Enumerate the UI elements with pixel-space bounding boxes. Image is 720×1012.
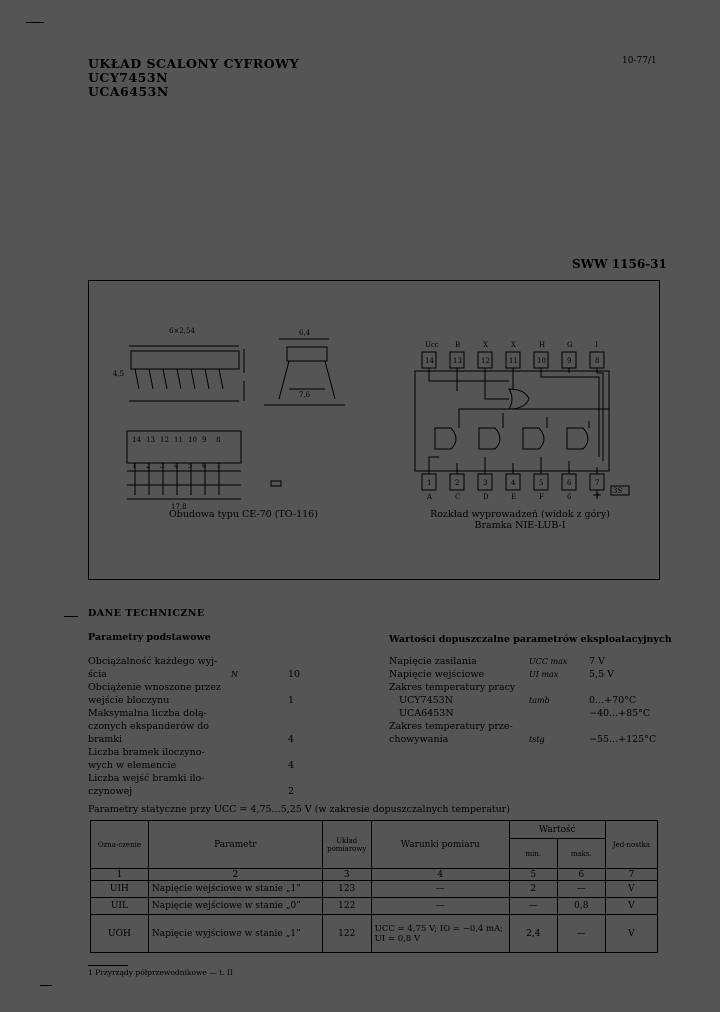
index-cell: 6: [557, 869, 605, 881]
table-row: [91, 898, 658, 915]
row-param: Napięcie wejściowe w stanie „1”: [148, 881, 322, 898]
title-line-2: UCY7453N: [88, 70, 168, 85]
basic-param-text: ścia: [88, 669, 107, 680]
pin-label-top-10: H: [539, 341, 546, 349]
pin-number-3: 3: [483, 479, 488, 487]
top-view-pin-9: 9: [202, 436, 207, 444]
margin-mark: [64, 616, 78, 617]
basic-param-row: [88, 668, 301, 681]
row-conditions: UCC = 4,75 V; IO = −0,4 mA; UI = 0,8 V: [371, 915, 509, 953]
limit-text: chowywania: [389, 734, 449, 745]
pin-number-9: 9: [567, 357, 572, 365]
basic-params-list: [88, 655, 301, 798]
table-row: [91, 915, 658, 953]
pin-number-13: 13: [453, 357, 462, 365]
dim-width-label: 6,4: [299, 329, 311, 337]
margin-mark-bottom: [40, 985, 52, 986]
top-view-pin-5: 5: [188, 462, 193, 470]
basic-params-heading: Parametry podstawowe: [88, 632, 211, 643]
pin-number-2: 2: [455, 479, 460, 487]
limit-row: [389, 694, 659, 707]
basic-param-row: [88, 733, 298, 746]
limit-text: UCA6453N: [399, 708, 454, 719]
limit-text: Napięcie wejściowe: [389, 669, 485, 680]
pin-label-bottom-3: D: [483, 493, 489, 501]
basic-param-row: [88, 720, 298, 733]
row-max: —: [557, 881, 605, 898]
row-circuit: 123: [322, 881, 371, 898]
limit-row: [389, 668, 659, 681]
basic-param-row: [88, 746, 298, 759]
pin-number-14: 14: [425, 357, 434, 365]
top-view-pin-8: 8: [216, 436, 221, 444]
top-view-pin-14: 14: [132, 436, 141, 444]
pin-label-top-8: I: [595, 341, 598, 349]
pin-number-6: 6: [567, 479, 572, 487]
pin-label-bottom-2: C: [455, 493, 461, 501]
basic-param-row: [88, 759, 298, 772]
top-view-pin-1: 1: [132, 462, 137, 470]
pin-label-top-12: X: [483, 341, 488, 349]
pin-label-top-13: B: [455, 341, 461, 349]
limit-row: [389, 681, 659, 694]
basic-param-row: [88, 707, 298, 720]
dim-total-label: 17,8: [171, 503, 187, 511]
dim-depth-label: 7,6: [299, 391, 311, 399]
row-min: —: [509, 898, 557, 915]
package-tag: 3S: [613, 487, 623, 495]
index-cell: 1: [91, 869, 149, 881]
pin-number-4: 4: [511, 479, 516, 487]
top-view-pin-3: 3: [160, 462, 165, 470]
index-cell: 7: [605, 869, 657, 881]
basic-param-row: [88, 694, 298, 707]
row-param: Napięcie wyjściowe w stanie „1”: [148, 915, 322, 953]
index-cell: 4: [371, 869, 509, 881]
basic-param-text: czynowej: [88, 786, 133, 797]
col-symbol-header: Ozna-czenie: [91, 821, 149, 869]
top-view-pin-13: 13: [146, 436, 155, 444]
basic-param-text: Liczba wejść bramki ilo-: [88, 773, 205, 784]
static-params-table: [90, 820, 658, 953]
limits-list: [389, 655, 659, 746]
pin-number-10: 10: [537, 357, 546, 365]
col-param-header: Parametr: [148, 821, 322, 869]
col-max-header: maks.: [557, 839, 605, 869]
pin-number-12: 12: [481, 357, 490, 365]
basic-param-value: 2: [288, 786, 295, 797]
limit-text: UCY7453N: [399, 695, 454, 706]
basic-param-text: Maksymalna liczba dołą-: [88, 708, 207, 719]
row-unit: V: [605, 881, 657, 898]
basic-param-value: 4: [288, 734, 295, 745]
row-symbol: UOH: [91, 915, 149, 953]
limit-text: Napięcie zasilania: [389, 656, 477, 667]
pin-label-top-11: X: [511, 341, 516, 349]
limit-value: −55...+125°C: [589, 734, 657, 745]
package-side-view: [129, 346, 244, 401]
pin-label-top-14: Ucc: [425, 341, 439, 349]
package-caption: Obudowa typu CE-70 (TO-116): [169, 509, 318, 520]
col-min-header: min.: [509, 839, 557, 869]
row-circuit: 122: [322, 898, 371, 915]
pin-label-bottom-5: F: [539, 493, 544, 501]
basic-param-row: [88, 681, 298, 694]
index-cell: 3: [322, 869, 371, 881]
page-code: 10-77/1: [622, 56, 657, 66]
title-line-1: UKŁAD SCALONY CYFROWY: [88, 56, 300, 71]
top-view-pin-11: 11: [174, 436, 183, 444]
row-conditions: —: [371, 898, 509, 915]
col-conditions-header: Warunki pomiaru: [371, 821, 509, 869]
pinout-chip: [415, 352, 629, 499]
pin-label-bottom-6: 6: [567, 493, 572, 501]
limit-value: −40...+85°C: [589, 708, 651, 719]
basic-param-value: 4: [288, 760, 295, 771]
footnote-rule: [88, 965, 128, 966]
limit-symbol: UCC max: [529, 657, 568, 666]
limit-text: Zakres temperatury prze-: [389, 721, 513, 732]
pin-label-top-9: G: [567, 341, 573, 349]
index-cell: 5: [509, 869, 557, 881]
row-max: 0,8: [557, 898, 605, 915]
static-params-table-wrap: [90, 820, 658, 953]
pinout-caption-line-1: Rozkład wyprowadzeń (widok z góry): [430, 509, 610, 520]
package-and-pinout-drawing: [89, 281, 659, 579]
row-max: —: [557, 915, 605, 953]
static-params-heading: Parametry statyczne przy UCC = 4,75...5,25 V (w zakresie dopuszczalnych temperatur): [88, 804, 511, 815]
limit-value: 5,5 V: [589, 669, 614, 680]
row-unit: V: [605, 915, 657, 953]
pin-number-5: 5: [539, 479, 544, 487]
basic-param-symbol: N: [231, 670, 238, 679]
top-view-pin-6: 6: [202, 462, 207, 470]
basic-param-text: Liczba bramek iloczyno-: [88, 747, 205, 758]
title-line-3: UCA6453N: [88, 84, 169, 99]
basic-param-text: Obciążalność każdego wyj-: [88, 656, 218, 667]
basic-param-text: wejście bloczynu: [88, 695, 170, 706]
dim-top-label: 6×2,54: [169, 327, 195, 335]
row-param: Napięcie wejściowe w stanie „0”: [148, 898, 322, 915]
pinout-caption: [415, 509, 625, 531]
limit-value: 7 V: [589, 656, 605, 667]
top-view-pin-12: 12: [160, 436, 169, 444]
limit-row: [389, 720, 659, 733]
row-circuit: 122: [322, 915, 371, 953]
basic-param-row: [88, 655, 298, 668]
limit-symbol: tstg: [529, 735, 545, 744]
pin-number-11: 11: [509, 357, 518, 365]
top-view-pin-2: 2: [146, 462, 151, 470]
basic-param-text: Obciążenie wnoszone przez: [88, 682, 221, 693]
row-min: 2: [509, 881, 557, 898]
document-title: [88, 57, 299, 99]
limit-row: [389, 707, 659, 720]
basic-param-text: czonych ekspanderów do: [88, 721, 210, 732]
pin-label-bottom-4: E: [511, 493, 517, 501]
pin-label-bottom-1: A: [427, 493, 433, 501]
row-unit: V: [605, 898, 657, 915]
row-symbol: UIL: [91, 898, 149, 915]
basic-param-text: bramki: [88, 734, 123, 745]
corner-mark: [26, 22, 44, 23]
col-unit-header: Jed-nostka: [605, 821, 657, 869]
limit-symbol: tamb: [529, 696, 550, 705]
index-cell: 2: [148, 869, 322, 881]
standard-number: SWW 1156-31: [572, 257, 667, 271]
limit-value: 0...+70°C: [589, 695, 637, 706]
row-conditions: —: [371, 881, 509, 898]
basic-param-text: wych w elemencie: [88, 760, 177, 771]
pin-number-8: 8: [595, 357, 600, 365]
limit-symbol: UI max: [529, 670, 559, 679]
col-circuit-header: Układ pomiarowy: [322, 821, 371, 869]
section-title: DANE TECHNICZNE: [88, 608, 205, 619]
top-view-pin-7: 7: [216, 462, 221, 470]
basic-param-row: [88, 772, 298, 785]
limit-row: [389, 655, 659, 668]
row-symbol: UIH: [91, 881, 149, 898]
table-row: [91, 881, 658, 898]
pin-label-bottom-7: 7: [595, 493, 600, 501]
basic-param-row: [88, 785, 298, 798]
basic-param-value: 1: [288, 695, 295, 706]
index-row: [91, 869, 658, 881]
limits-heading: Wartości dopuszczalne parametrów eksploatacyjnych: [389, 634, 672, 645]
pinout-caption-line-2: Bramka NIE-LUB-I: [474, 520, 566, 531]
footnote: 1 Przyrządy półprzewodnikowe — t. II: [88, 968, 233, 977]
basic-param-value: 10: [288, 669, 301, 680]
pin-number-1: 1: [427, 479, 432, 487]
row-min: 2,4: [509, 915, 557, 953]
top-view-pin-4: 4: [174, 462, 179, 470]
limit-row: [389, 733, 659, 746]
col-values-header: Wartość: [509, 821, 605, 839]
dim-side-label: 4,5: [113, 370, 125, 378]
figure-frame: [88, 280, 660, 580]
pin-number-7: 7: [595, 479, 600, 487]
limit-text: Zakres temperatury pracy: [389, 682, 516, 693]
top-view-pin-10: 10: [188, 436, 197, 444]
